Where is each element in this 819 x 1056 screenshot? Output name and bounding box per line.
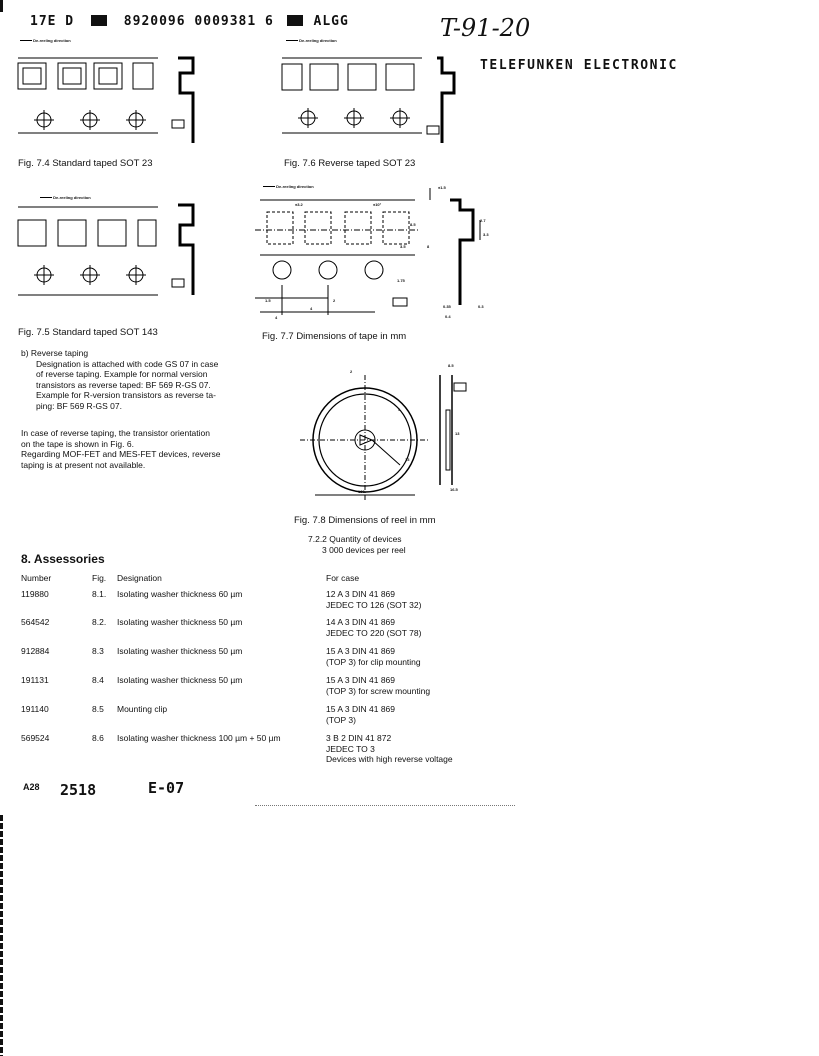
tape-dimensions-svg (255, 180, 495, 320)
fig-7-8-drawing (290, 355, 520, 500)
dim-label: ±10° (373, 202, 382, 207)
dim-label: 2 (350, 369, 353, 374)
text-line: Example for R-version transistors as reverse ta- (36, 390, 216, 400)
dim-label: 0.35 (443, 304, 451, 309)
dim-label: 1.75 (397, 278, 405, 283)
header-numbers: 8920096 0009381 6 (123, 14, 274, 29)
cell-designation: Isolating washer thickness 100 µm + 50 µm (117, 733, 281, 743)
cell-number: 912884 (21, 646, 50, 656)
fig-7-5-drawing (18, 195, 218, 305)
header-code-text: 17E D (30, 14, 75, 29)
cell-fig: 8.5 (92, 704, 104, 714)
table-row (21, 617, 453, 646)
reverse-taping-heading: b) Reverse taping (21, 348, 89, 358)
scan-edge-marks (0, 815, 3, 1056)
dim-label: ±3.2 (295, 202, 303, 207)
dim-label: 8 (427, 244, 430, 249)
dim-label: 2.7 (480, 218, 486, 223)
table-row (21, 646, 453, 675)
table-header (21, 573, 453, 589)
dim-label: 0.3 (478, 304, 484, 309)
section-heading: 8. Assessories (21, 552, 105, 566)
scan-corner-mark (0, 0, 3, 12)
direction-label-76: De-reeling direction (286, 38, 337, 43)
text-line: Designation is attached with code GS 07 in case (36, 358, 219, 369)
handwritten-code: T-91-20 (440, 14, 531, 42)
quantity-title: 7.2.2 Quantity of devices (308, 534, 402, 544)
table-row (21, 704, 453, 733)
cell-number: 191140 (21, 704, 49, 714)
black-block (91, 15, 107, 26)
tape-sot23-svg (18, 38, 218, 148)
fig-7-8-caption: Fig. 7.8 Dimensions of reel in mm (294, 515, 436, 526)
cell-fig: 8.2. (92, 617, 107, 627)
dim-label: 13 (455, 431, 460, 436)
cell-case: 15 A 3 DIN 41 869 (TOP 3) for screw mounting (326, 675, 431, 696)
text-line: Regarding MOF-FET and MES-FET devices, reverse (21, 449, 221, 459)
black-block-2 (287, 15, 303, 26)
dim-label: 180 (358, 489, 365, 494)
dim-label: 4 (275, 315, 278, 320)
col-number: Number (21, 573, 52, 583)
fig-7-7-caption: Fig. 7.7 Dimensions of tape in mm (262, 331, 407, 342)
quantity-value: 3 000 devices per reel (322, 544, 406, 555)
dim-label: 3.5 (400, 244, 406, 249)
table-row (21, 733, 453, 765)
text-line: taping is at present not available. (21, 459, 146, 470)
text-line: ping: BF 569 R-GS 07. (36, 400, 122, 411)
cell-designation: Isolating washer thickness 50 µm (117, 675, 243, 685)
reel-svg (290, 355, 520, 500)
page-label: A28 (23, 782, 40, 792)
text-line: on the tape is shown in Fig. 6. (21, 438, 134, 449)
table-row (21, 589, 453, 617)
cell-fig: 8.4 (92, 675, 104, 685)
accessories-table (21, 573, 453, 765)
fig-7-6-caption: Fig. 7.6 Reverse taped SOT 23 (284, 158, 416, 169)
cell-case: 15 A 3 DIN 41 869 (TOP 3) (326, 704, 395, 725)
cell-designation: Isolating washer thickness 50 µm (117, 617, 243, 627)
cell-number: 119880 (21, 589, 49, 599)
dim-label: 8.5 (448, 363, 454, 368)
direction-label-77: De-reeling direction (263, 184, 314, 189)
cell-fig: 8.3 (92, 646, 104, 656)
footer-number: 2518 (60, 781, 97, 799)
dim-label: 1.5 (265, 298, 271, 303)
cell-number: 191131 (21, 675, 49, 685)
cell-designation: Mounting clip (117, 704, 168, 714)
fig-7-5-caption: Fig. 7.5 Standard taped SOT 143 (18, 327, 158, 338)
cell-case: 14 A 3 DIN 41 869 JEDEC TO 220 (SOT 78) (326, 617, 422, 638)
tape-reverse-svg (282, 38, 472, 148)
col-designation: Designation (117, 573, 162, 583)
dim-label: 4 (398, 407, 401, 412)
cell-case: 15 A 3 DIN 41 869 (TOP 3) for clip mounting (326, 646, 421, 667)
cell-designation: Isolating washer thickness 60 µm (117, 589, 243, 599)
fig-7-4-caption: Fig. 7.4 Standard taped SOT 23 (18, 158, 153, 169)
cell-fig: 8.1. (92, 589, 107, 599)
header-code (30, 14, 349, 29)
dim-label: 0.4 (445, 314, 451, 319)
cell-designation: Isolating washer thickness 50 µm (117, 646, 243, 656)
fig-7-6-drawing (282, 38, 472, 148)
company-name: TELEFUNKEN ELECTRONIC (480, 58, 678, 73)
reverse-taping-block (21, 348, 261, 411)
dim-label: 8.5 (410, 222, 416, 227)
text-line: of reverse taping. Example for normal version (36, 369, 208, 379)
direction-label-75: De-reeling direction (40, 195, 91, 200)
fig-7-7-drawing (255, 180, 495, 320)
dim-label: 16.5 (450, 487, 458, 492)
fig-7-4-drawing (18, 38, 218, 148)
scan-dots (255, 805, 515, 806)
cell-number: 564542 (21, 617, 50, 627)
direction-label: De-reeling direction (20, 38, 71, 43)
dim-label: ±1.5 (438, 185, 446, 190)
col-case: For case (326, 573, 360, 583)
dim-label: 13 (405, 457, 410, 462)
cell-case: 12 A 3 DIN 41 869 JEDEC TO 126 (SOT 32) (326, 589, 422, 610)
table-row (21, 675, 453, 704)
dim-label: 3.3 (483, 232, 489, 237)
dim-label: 2 (333, 298, 336, 303)
header-brand-code: ALGG (313, 14, 349, 29)
dim-label: 4 (310, 306, 313, 311)
tape-sot143-svg (18, 195, 218, 305)
text-line: In case of reverse taping, the transistor orientation (21, 428, 210, 438)
quantity-block (308, 534, 406, 555)
orientation-paragraph (21, 428, 261, 470)
cell-case: 3 B 2 DIN 41 872 JEDEC TO 3 Devices with high reverse voltage (326, 733, 453, 764)
text-line: transistors as reverse taped: BF 569 R-GS 07. (36, 379, 211, 390)
col-fig: Fig. (92, 573, 107, 583)
cell-number: 569524 (21, 733, 50, 743)
cell-fig: 8.6 (92, 733, 104, 743)
footer-code: E-07 (148, 779, 185, 797)
